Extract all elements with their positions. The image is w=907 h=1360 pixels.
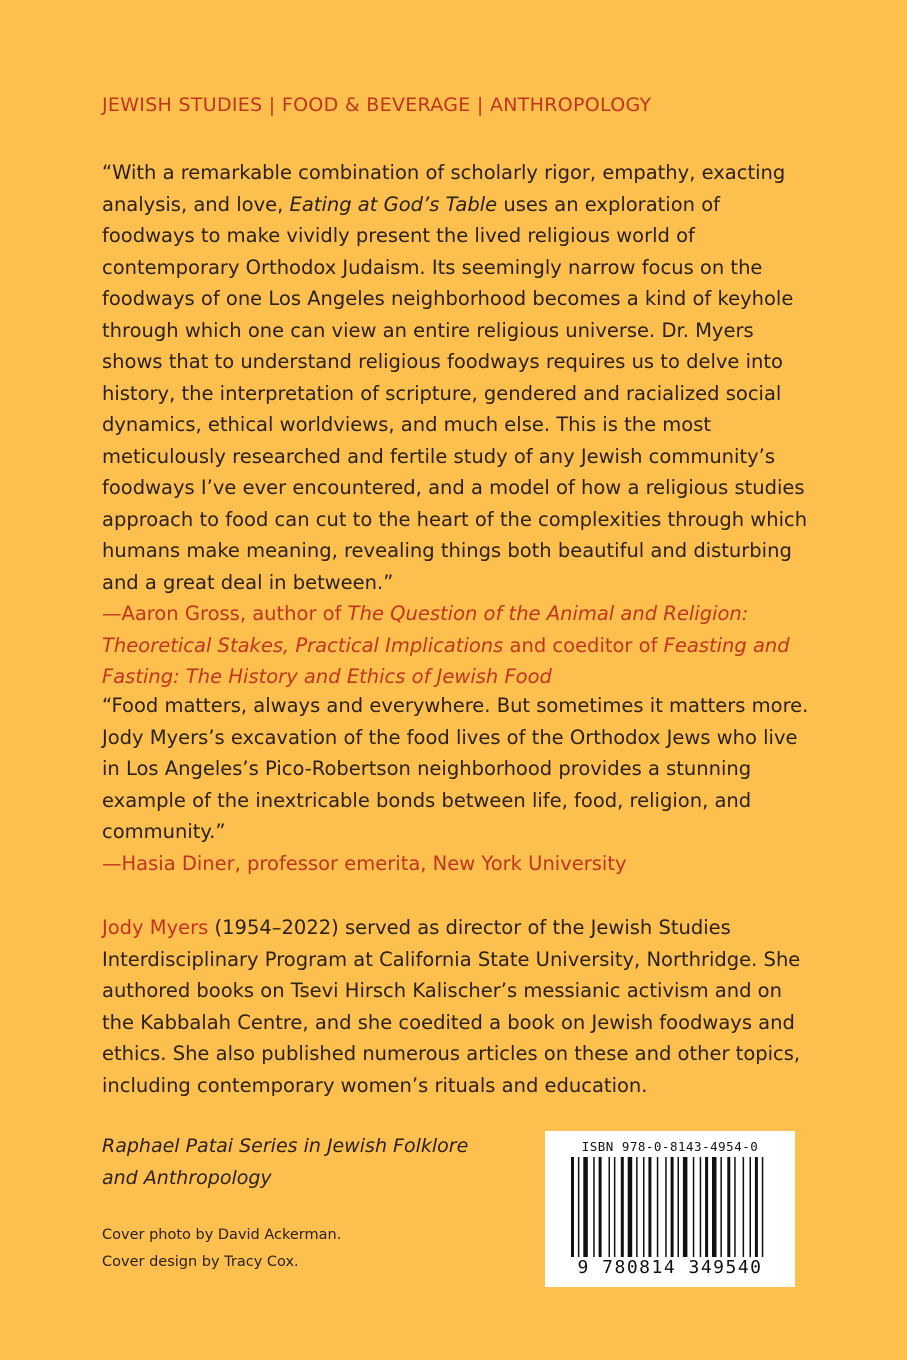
design-credit: Cover design by Tracy Cox.	[102, 1254, 299, 1270]
barcode-bar	[583, 1157, 588, 1257]
isbn-digits: 9 780814 349540	[577, 1257, 763, 1278]
attribution-book-title: The Question of the Animal and Religion: Theoretical Stakes, Practical Implications	[102, 602, 749, 657]
quote-text: “Food matters, always and everywhere. But sometimes it matters more. Jody Myers’s excavation of the food lives of the Orthodox Jews who live in Los Angeles’s Pico-Robertson neighborhood provides a stunning example of the inextricable bonds between life, food, religion, and community.”	[102, 694, 809, 843]
barcode-bar	[720, 1157, 722, 1257]
series-line: and Anthropology	[102, 1166, 272, 1189]
barcode-bar	[693, 1157, 695, 1257]
barcode-bar	[734, 1157, 736, 1257]
barcode-bar	[705, 1157, 708, 1257]
barcode-bar	[678, 1157, 680, 1257]
isbn-label: ISBN 978-0-8143-4954-0	[581, 1139, 759, 1154]
author-name: Jody Myers	[102, 916, 209, 939]
barcode-bar	[657, 1157, 659, 1257]
category-line: JEWISH STUDIES | FOOD & BEVERAGE | ANTHROPOLOGY	[102, 94, 652, 116]
barcode-icon	[571, 1157, 769, 1257]
barcode-bar	[628, 1157, 633, 1257]
barcode-bar	[599, 1157, 602, 1257]
quote-text	[102, 157, 812, 598]
barcode-bar	[700, 1157, 702, 1257]
bio-text	[102, 912, 812, 1101]
barcode-bar	[636, 1157, 638, 1257]
series-line: Raphael Patai Series in Jewish Folklore	[102, 1135, 469, 1157]
barcode-bar	[743, 1157, 745, 1257]
barcode-box	[545, 1131, 795, 1287]
quote-text-part: uses an exploration of foodways to make vividly present the lived religious world of contemporary Orthodox Judaism. Its seemingly narrow focus on the foodways of one Los Angeles neighborhood becomes a kind of keyhole through which one can view an entire religious universe. Dr. Myers shows that to understand religious foodways requires us to delve into history, the interpretation of scripture, gendered and racialized social dynamics, ethical worldviews, and much else. This is the most meticulously researched and fertile study of any Jewish community’s foodways I’ve ever encountered, and a model of how a religious studies approach to food can cut to the heart of the complexities through which humans make meaning, revealing things both beautiful and disturbing and a great deal in between.”	[102, 192, 808, 594]
barcode-bar	[609, 1157, 611, 1257]
attribution-book-title: Feasting and Fasting: The History and Ethics of Jewish Food	[102, 633, 790, 688]
barcode-bar	[614, 1157, 616, 1257]
quote-attribution: —Hasia Diner, professor emerita, New York University	[102, 851, 627, 875]
quote-text-part: “With a remarkable combination of scholarly rigor, empathy, exacting analysis, and love,	[102, 161, 786, 216]
barcode-bar	[571, 1157, 574, 1257]
barcode-bar	[712, 1157, 717, 1257]
barcode-bar	[578, 1157, 580, 1257]
barcode-bar	[665, 1157, 667, 1257]
attribution-text: and coeditor of	[503, 633, 664, 657]
quote-hasia-diner	[102, 690, 812, 879]
barcode-bar	[683, 1157, 688, 1257]
barcode-bar	[648, 1157, 651, 1257]
quote-attribution	[102, 598, 812, 693]
book-title: Eating at God’s Table	[289, 192, 498, 216]
photo-credit: Cover photo by David Ackerman.	[102, 1227, 342, 1243]
attribution-text: —Aaron Gross, author of	[102, 602, 348, 625]
barcode-bar	[750, 1157, 752, 1257]
quote-aaron-gross	[102, 157, 812, 693]
series-name	[102, 1131, 468, 1194]
barcode-bar	[755, 1157, 758, 1257]
cover-credits	[102, 1222, 341, 1276]
barcode-bar	[671, 1157, 674, 1257]
barcode-bar	[621, 1157, 624, 1257]
bio-body: (1954–2022) served as director of the Jewish Studies Interdisciplinary Program at California State University, Northridge. She authored books on Tsevi Hirsch Kalischer’s messianic activism and on the Kabbalah Centre, and she coedited a book on Jewish foodways and ethics. She also published numerous articles on these and other topics, including contemporary women’s rituals and education.	[102, 916, 801, 1097]
barcode-bar	[593, 1157, 595, 1257]
barcode-bar	[762, 1157, 764, 1257]
author-bio	[102, 912, 812, 1101]
barcode-bar	[643, 1157, 645, 1257]
barcode-bar	[727, 1157, 730, 1257]
